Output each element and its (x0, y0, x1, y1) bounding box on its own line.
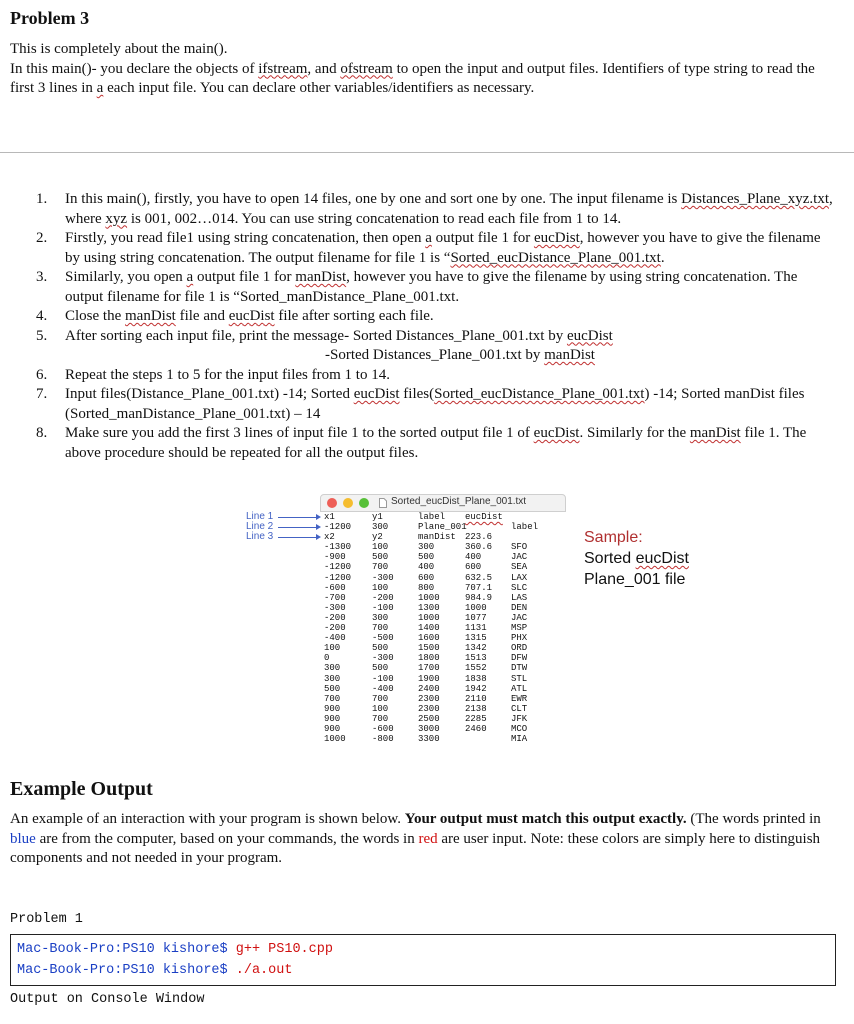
line-2-arrowhead (316, 524, 321, 530)
terminal-line-2: Mac-Book-Pro:PS10 kishore$ ./a.out (17, 963, 293, 978)
list-item: 7. Input files(Distance_Plane_001.txt) -14; Sorted eucDist files(Sorted_eucDistance_Plane_001.txt) -14; Sorted manDist files (Sorted_manDistance_Plane_001.txt) – 14 (36, 386, 805, 422)
column-eucdist: 223.6 360.6 400 600 632.5 707.1 984.9 1000 1077 1131 1315 1342 1513 1552 1838 1942 2110 2138 2285 2460 (465, 532, 493, 734)
section-divider (0, 152, 854, 153)
file-window-titlebar (320, 494, 566, 512)
list-item: 1. In this main(), firstly, you have to open 14 files, one by one and sort one by one. The input filename is Distances_Plane_xyz.txt, where xyz is 001, 002…014. You can use string concatenation to read each file from 1 to 14. (36, 191, 833, 227)
column-label-header: label (511, 522, 539, 533)
terminal-line-1: Mac-Book-Pro:PS10 kishore$ g++ PS10.cpp (17, 942, 333, 957)
list-item: 8. Make sure you add the first 3 lines of input file 1 to the sorted output file 1 of eucDist. Similarly for the manDist file 1. The above procedure should be repeated for all the output files. (36, 425, 807, 461)
example-paragraph: An example of an interaction with your program is shown below. Your output must match this output exactly. (The words printed in blue are from the computer, based on your commands, the words in red are user input. Note: these colors are simply here to distinguish components and not needed in your program. (10, 811, 821, 866)
line-3-label: Line 3 (246, 531, 274, 542)
list-item: 3. Similarly, you open a output file 1 for manDist, however you have to give the filename by using string concatenation. The output filename for file 1 is “Sorted_manDistance_Plane_001.txt. (36, 269, 798, 305)
column-mandist: label Plane_001 manDist 300 500 400 600 800 1000 1300 1000 1400 1600 1500 1800 1700 1900 2400 2300 2300 2500 3000 3300 (418, 512, 467, 745)
instruction-list (22, 190, 837, 463)
list-item: 6. Repeat the steps 1 to 5 for the input files from 1 to 14. (36, 366, 390, 383)
intro-paragraph: This is completely about the main(). In this main()- you declare the objects of ifstream, and ofstream to open the input and output files. Identifiers of type string to read the first 3 lines in a each input file. You can declare other variables/identifiers as necessary. (10, 41, 815, 96)
maximize-window-icon[interactable] (359, 498, 369, 508)
list-item: 2. Firstly, you read file1 using string concatenation, then open a output file 1 for eucDist, however you have to give the filename by using string concatenation. The output filename for file 1 is “Sorted_eucDistance_Plane_001.txt. (36, 230, 821, 266)
console-footer: Output on Console Window (10, 992, 205, 1007)
console-heading: Problem 1 (10, 912, 83, 927)
line-3-arrowhead (316, 534, 321, 540)
column-x: x1 -1200 x2 -1300 -900 -1200 -1200 -600 -700 -300 -200 -200 -400 100 0 300 300 500 700 900 900 900 1000 (324, 512, 352, 745)
line-2-label: Line 2 (246, 521, 274, 532)
close-window-icon[interactable] (327, 498, 337, 508)
column-eucdist-header: eucDist (465, 512, 503, 522)
line-2-arrow (278, 527, 316, 528)
line-1-label: Line 1 (246, 511, 274, 522)
line-3-arrow (278, 537, 316, 538)
problem-title: Problem 3 (10, 8, 90, 28)
terminal-box (10, 934, 836, 986)
sample-caption: Sample: Sorted eucDist Plane_001 file (584, 529, 689, 588)
list-item: 5. After sorting each input file, print the message- Sorted Distances_Plane_001.txt by eucDist -Sorted Distances_Plane_001.txt by manDist (36, 327, 613, 363)
column-y: y1 300 y2 100 500 700 -300 100 -200 -100 300 700 -500 500 -300 500 -100 -400 700 100 700 -600 -800 (372, 512, 394, 745)
line-1-arrowhead (316, 514, 321, 520)
document-icon (379, 498, 387, 508)
line-1-arrow (278, 517, 316, 518)
window-title: Sorted_eucDist_Plane_001.txt (391, 496, 527, 507)
list-item: 4. Close the manDist file and eucDist file after sorting each file. (36, 308, 434, 324)
example-output-heading: Example Output (10, 778, 153, 800)
column-label-values: SFO JAC SEA LAX SLC LAS DEN JAC MSP PHX ORD DFW DTW STL ATL EWR CLT JFK MCO MIA (511, 542, 528, 745)
minimize-window-icon[interactable] (343, 498, 353, 508)
